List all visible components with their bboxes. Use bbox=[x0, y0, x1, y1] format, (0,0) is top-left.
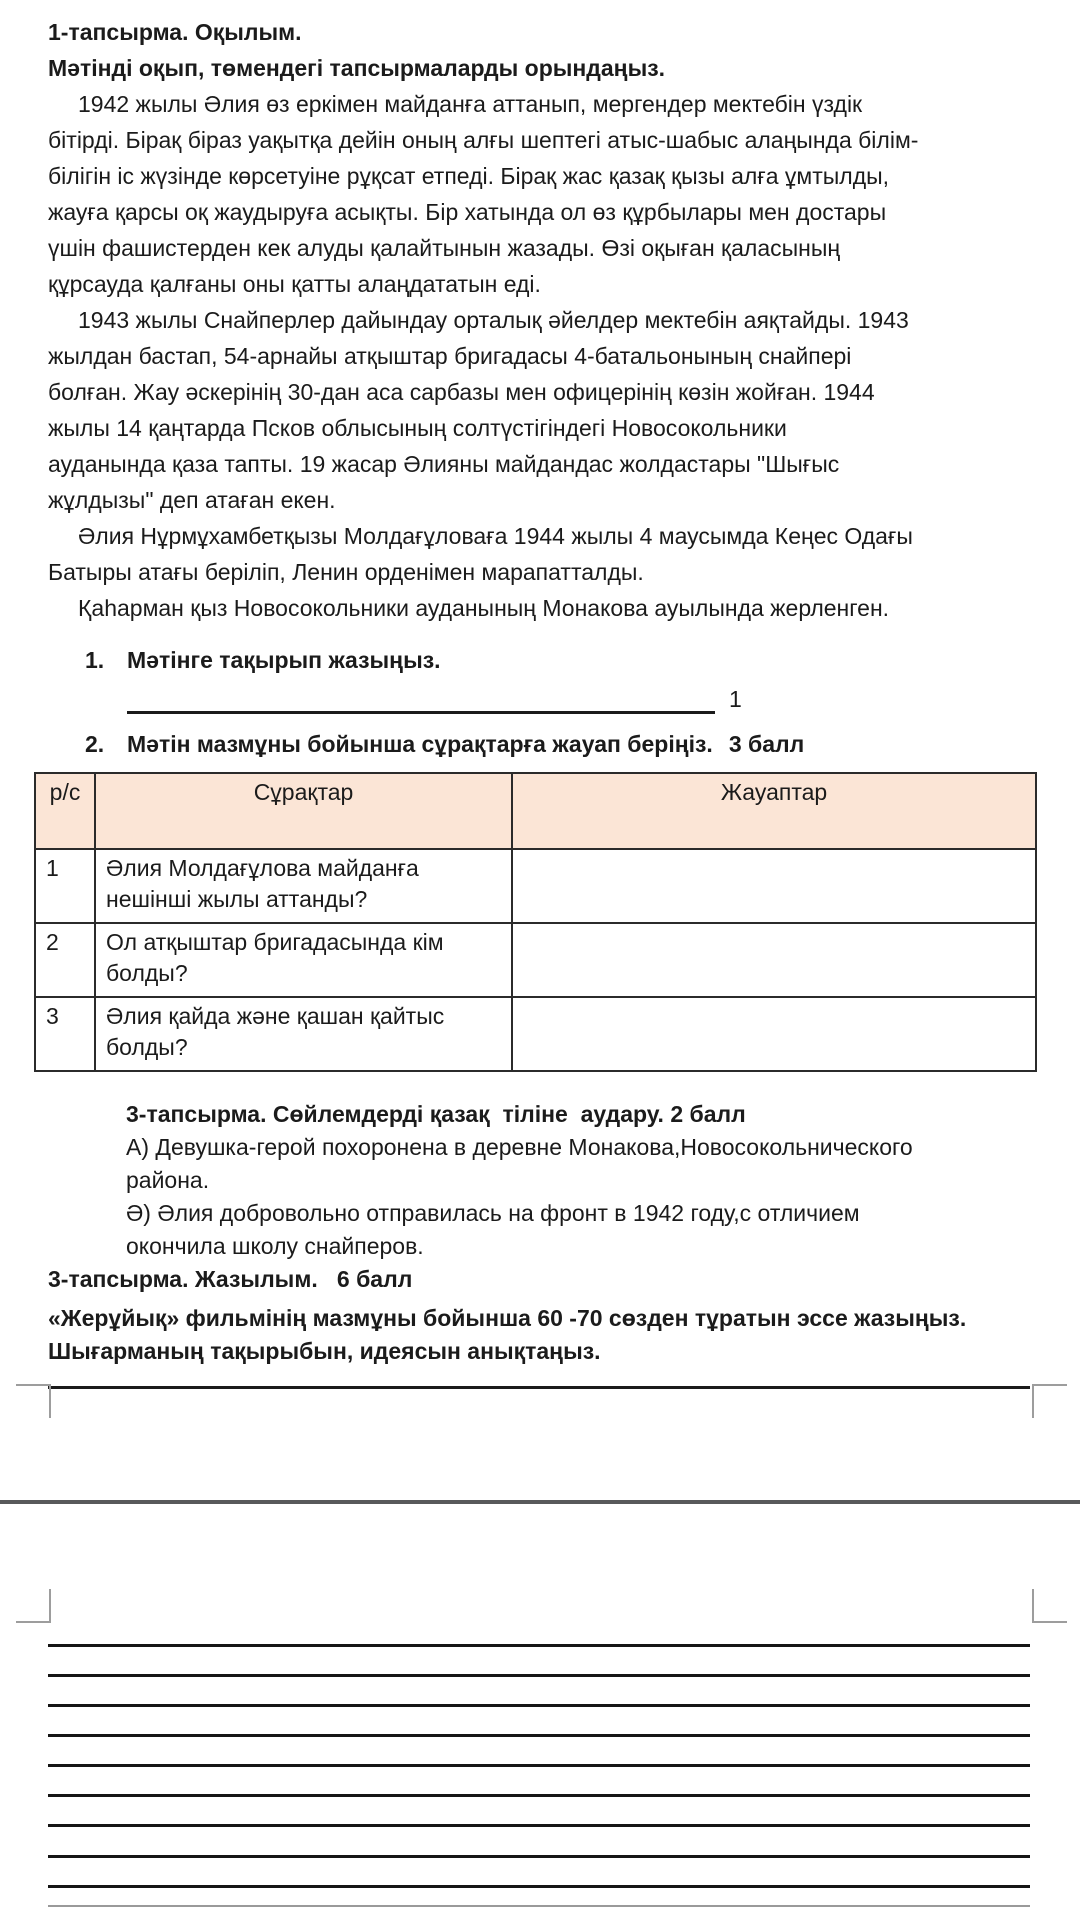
writing-line bbox=[48, 1704, 1030, 1707]
question-2-item bbox=[85, 726, 1048, 762]
paragraph-line: үшін фашистерден кек алуды қалайтынын жазады. Өзі оқыған қаласының bbox=[48, 235, 841, 261]
questions-table bbox=[34, 772, 1037, 1072]
paragraph-line: Қаһарман қыз Новосокольники ауданының Монакова ауылында жерленген. bbox=[78, 595, 890, 621]
writing-line bbox=[48, 1905, 1030, 1907]
page-separator-line bbox=[0, 1500, 1080, 1504]
writing-line bbox=[48, 1764, 1030, 1767]
row-number-cell: 1 bbox=[35, 849, 95, 923]
writing-line bbox=[48, 1674, 1030, 1677]
writing-line bbox=[48, 1824, 1030, 1827]
paragraph-line: Әлия Нұрмұхамбетқызы Молдағұловаға 1944 жылы 4 маусымда Кеңес Одағы bbox=[78, 523, 913, 549]
task1-instruction: Мәтінді оқып, төмендегі тапсырмаларды орындаңыз. bbox=[48, 55, 666, 81]
table-row bbox=[35, 997, 1036, 1071]
paragraph-line: жылы 14 қаңтарда Псков облысының солтүстігіндегі Новосокольники bbox=[48, 415, 787, 441]
question-text: Мәтінге тақырып жазыңыз. bbox=[127, 647, 441, 673]
row-number-cell: 2 bbox=[35, 923, 95, 997]
paragraph-line: жұлдызы" деп атаған екен. bbox=[48, 487, 336, 513]
writing-line bbox=[48, 1734, 1030, 1737]
answer-cell bbox=[512, 849, 1036, 923]
reading-paragraph-3 bbox=[48, 518, 1048, 590]
paragraph-line: құрсауда қалғаны оны қатты алаңдататын еді. bbox=[48, 271, 541, 297]
paragraph-line: 1942 жылы Әлия өз еркімен майданға аттанып, мергендер мектебін үздік bbox=[78, 91, 863, 117]
score-label: 3 балл bbox=[728, 731, 805, 757]
reading-paragraph-1 bbox=[48, 86, 1048, 302]
page1-bottom-right-corner-mark bbox=[1032, 1384, 1067, 1418]
table-row bbox=[35, 849, 1036, 923]
translate-item-a-line: А) Девушка-герой похоронена в деревне Монакова,Новосокольнического bbox=[126, 1134, 913, 1160]
paragraph-line: Батыры атағы беріліп, Ленин орденімен марапатталды. bbox=[48, 559, 644, 585]
table-header-questions: Сұрақтар bbox=[95, 773, 512, 849]
question-text: Мәтін мазмұны бойынша сұрақтарға жауап беріңіз. bbox=[127, 731, 713, 757]
question-number: 1. bbox=[85, 647, 105, 673]
answer-cell bbox=[512, 997, 1036, 1071]
writing-line bbox=[48, 1794, 1030, 1797]
page-content bbox=[48, 14, 1048, 1389]
title-answer-row bbox=[127, 684, 1048, 714]
essay-prompt-line: «Жерұйық» фильмінің мазмұны бойынша 60 -70 сөзден тұратын эссе жазыңыз. bbox=[48, 1305, 967, 1331]
reading-paragraph-4 bbox=[48, 590, 1048, 626]
writing-line bbox=[48, 1855, 1030, 1858]
question-number: 2. bbox=[85, 731, 105, 757]
paragraph-line: 1943 жылы Снайперлер дайындау орталық әйелдер мектебін аяқтайды. 1943 bbox=[78, 307, 909, 333]
table-header-row bbox=[35, 773, 1036, 849]
page2-top-right-corner-mark bbox=[1032, 1589, 1067, 1623]
question-cell: Ол атқыштар бригадасында кім болды? bbox=[95, 923, 512, 997]
task3-translate-heading: 3-тапсырма. Сөйлемдерді қазақ тіліне аудару. 2 балл bbox=[126, 1101, 746, 1127]
paragraph-line: ауданында қаза тапты. 19 жасар Әлияны майдандас жолдастары "Шығыс bbox=[48, 451, 840, 477]
table-row bbox=[35, 923, 1036, 997]
translate-item-a-line: района. bbox=[126, 1167, 210, 1193]
answer-cell bbox=[512, 923, 1036, 997]
essay-prompt bbox=[48, 1302, 1048, 1368]
page2-top-left-corner-mark bbox=[16, 1589, 51, 1623]
task3-writing-heading: 3-тапсырма. Жазылым. 6 балл bbox=[48, 1266, 413, 1292]
answer-underline bbox=[127, 687, 715, 714]
paragraph-line: жауға қарсы оқ жаудыруға асықты. Бір хатында ол өз құрбылары мен достары bbox=[48, 199, 887, 225]
question-cell: Әлия қайда және қашан қайтыс болды? bbox=[95, 997, 512, 1071]
paragraph-line: бітірді. Бірақ біраз уақытқа дейін оның алғы шептегі атыс-шабыс алаңында білім- bbox=[48, 127, 919, 153]
paragraph-line: болған. Жау әскерінің 30-дан аса сарбазы мен офицерінің көзін жойған. 1944 bbox=[48, 379, 875, 405]
translate-item-b-line: Ә) Әлия добровольно отправилась на фронт в 1942 году,с отличием bbox=[126, 1200, 860, 1226]
question-cell: Әлия Молдағұлова майданға нешінші жылы аттанды? bbox=[95, 849, 512, 923]
line-suffix-label: 1 bbox=[729, 686, 742, 712]
paragraph-line: жылдан бастап, 54-арнайы атқыштар бригадасы 4-батальонының снайпері bbox=[48, 343, 852, 369]
reading-paragraph-2 bbox=[48, 302, 1048, 518]
essay-prompt-line: Шығарманың тақырыбын, идеясын анықтаңыз. bbox=[48, 1338, 601, 1364]
writing-line bbox=[48, 1885, 1030, 1888]
row-number-cell: 3 bbox=[35, 997, 95, 1071]
task1-heading: 1-тапсырма. Оқылым. bbox=[48, 19, 302, 45]
essay-answer-underline bbox=[48, 1386, 1030, 1389]
task3-translate-block bbox=[126, 1098, 1048, 1263]
question-1-item bbox=[85, 642, 1048, 678]
translate-item-b-line: окончила школу снайперов. bbox=[126, 1233, 424, 1259]
table-header-answers: Жауаптар bbox=[512, 773, 1036, 849]
page1-bottom-left-corner-mark bbox=[16, 1384, 51, 1418]
writing-line bbox=[48, 1644, 1030, 1647]
paragraph-line: білігін іс жүзінде көрсетуіне рұқсат етпеді. Бірақ жас қазақ қызы алға ұмтылды, bbox=[48, 163, 890, 189]
table-header-num: р/с bbox=[35, 773, 95, 849]
